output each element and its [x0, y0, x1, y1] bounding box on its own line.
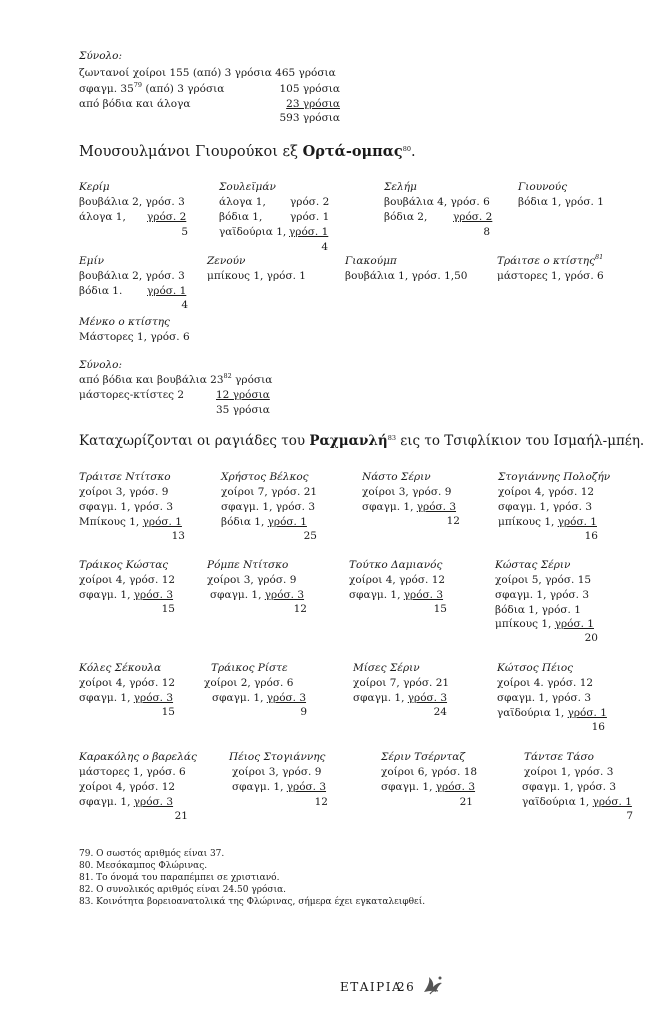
entry-name: Χρήστος Βέλκος [221, 471, 309, 483]
section-heading-2: Καταχωρίζονται οι ραγιάδες του Ραχμανλή$^{83}$ εις το Τσιφλίκιον του Ισμαήλ-μπέη. [79, 433, 645, 449]
entry-line: Μάστορες 1, γρόσ. 6 [79, 331, 190, 343]
footer-journal-name: ΕΤΑΙΡΙΑ [340, 980, 403, 994]
summary-value: 105 γρόσια [279, 83, 340, 95]
entry-total: 12 [446, 515, 460, 527]
entry-line: χοίροι 2, γρόσ. 6 [204, 677, 294, 689]
entry-line: χοίροι 3, γρόσ. 9 [232, 766, 322, 778]
entry-line: χοίροι 4, γρόσ. 12 [349, 574, 446, 586]
entry-name: Σελήμ [384, 181, 417, 193]
entry-line: βουβάλια 2, γρόσ. 3 [79, 270, 185, 282]
entry-total: 24 [433, 706, 447, 718]
entry-name: Ρόμπε Ντίτσκο [207, 559, 289, 571]
entry-line: άλογα 1, [219, 196, 266, 208]
entry-line: γρόσ. 2 [453, 211, 493, 223]
summary-line: ζωντανοί χοίροι 155 (από) 3 γρόσια 465 γρόσια [79, 67, 336, 79]
entry-line: γρόσ. 2 [290, 196, 330, 208]
entry-line: χοίροι 6, γρόσ. 18 [381, 766, 478, 778]
entry-name: Κερίμ [79, 181, 110, 193]
summary-line: από βόδια και άλογα [79, 98, 191, 110]
footnote: 80. Μεσόκαμπος Φλώρινας. [79, 861, 208, 871]
entry-total: 9 [300, 706, 307, 718]
entry-line: σφαγμ. 1, γρόσ. 3 [495, 589, 590, 601]
summary-line: μάστορες-κτίστες 2 [79, 389, 185, 401]
entry-line: βουβάλια 2, γρόσ. 3 [79, 196, 185, 208]
entry-total: 12 [314, 796, 328, 808]
entry-line: χοίροι 4, γρόσ. 12 [498, 486, 595, 498]
footnote: 83. Κοινότητα βορειοανατολικά της Φλώρινας, σήμερα έχει εγκαταλειφθεί. [79, 897, 426, 907]
entry-name: Τούτκο Δαμιανός [349, 559, 443, 571]
entry-line: χοίροι 4, γρόσ. 12 [79, 574, 176, 586]
entry-line: άλογα 1, [79, 211, 126, 223]
entry-line: γρόσ. 1 [289, 226, 329, 238]
entry-total: 7 [626, 810, 633, 822]
entry-line: σφαγμ. 1, γρόσ. 3 [349, 589, 444, 601]
entry-total: 16 [591, 721, 605, 733]
entry-line: σφαγμ. 1, γρόσ. 3 [79, 589, 174, 601]
entry-line: χοίροι 3, γρόσ. 9 [207, 574, 297, 586]
entry-line: βόδια 1, γρόσ. 1 [221, 516, 307, 528]
entry-total: 12 [293, 603, 307, 615]
entry-name: Τράικος Κώστας [79, 559, 169, 571]
entry-total: 4 [181, 299, 188, 311]
entry-line: σφαγμ. 1, γρόσ. 3 [221, 501, 316, 513]
entry-line: γρόσ. 1 [290, 211, 330, 223]
entry-total: 4 [321, 241, 328, 253]
entry-line: χοίροι 4, γρόσ. 12 [79, 677, 176, 689]
footnote: 81. Το όνομά του παραπέμπει σε χριστιανό. [79, 873, 280, 883]
entry-line: γρόσ. 2 [147, 211, 187, 223]
summary-total: 35 γρόσια [216, 404, 270, 416]
entry-line: γαϊδούρια 1, γρόσ. 1 [522, 796, 632, 808]
entry-line: βόδια 1, γρόσ. 1 [495, 604, 581, 616]
summary-line: από βόδια και βουβάλια $23^{82}$ γρόσια [79, 372, 273, 386]
footnotes [79, 848, 425, 908]
entry-name: Πέιος Στογιάννης [229, 751, 326, 763]
entry-line: βόδια 1, γρόσ. 1 [518, 196, 604, 208]
entry-total: 25 [303, 530, 317, 542]
entry-line: σφαγμ. 1, γρόσ. 3 [353, 692, 448, 704]
entry-name: Κόλες Σέκουλα [79, 662, 162, 674]
entry-name: Τάντσε Τάσο [524, 751, 595, 763]
entry-name: Σουλεϊμάν [219, 181, 276, 193]
entry-total: 8 [483, 226, 490, 238]
entry-line: γαϊδούρια 1, [219, 226, 287, 238]
entry-line: σφαγμ. 1, γρόσ. 3 [381, 781, 476, 793]
entry-line: σφαγμ. 1, γρόσ. 3 [522, 781, 617, 793]
entry-line: σφαγμ. 1, γρόσ. 3 [79, 692, 174, 704]
entry-name: Εμίν [79, 255, 104, 267]
entry-line: σφαγμ. 1, γρόσ. 3 [362, 501, 457, 513]
entry-name: Γιακούμπ [345, 255, 397, 267]
ornament-icon [420, 972, 446, 1002]
entry-name: Ζενούν [207, 255, 246, 267]
entry-line: χοίροι 7, γρόσ. 21 [353, 677, 450, 689]
entry-total: 5 [181, 226, 188, 238]
entry-line: μάστορες 1, γρόσ. 6 [79, 766, 186, 778]
entry-line: μάστορες 1, γρόσ. 6 [497, 270, 604, 282]
entry-line: μπίκους 1, γρόσ. 1 [498, 516, 597, 528]
entry-name: Τράικος Ρίστε [211, 662, 288, 674]
entry-name: Γιουνούς [518, 181, 568, 193]
entry-total: 15 [161, 706, 175, 718]
entry-name: Σέριν Τσέρνταζ [381, 751, 466, 763]
entry-line: χοίροι 4, γρόσ. 12 [79, 781, 176, 793]
entry-total: 20 [584, 632, 598, 644]
entry-line: χοίροι 4. γρόσ. 12 [497, 677, 594, 689]
summary-total: 593 γρόσια [279, 112, 340, 124]
entry-total: 16 [584, 530, 598, 542]
summary-title: Σύνολο: [79, 50, 123, 62]
entry-line: βουβάλια 1, γρόσ. 1,50 [345, 270, 468, 282]
entry-line: χοίροι 5, γρόσ. 15 [495, 574, 592, 586]
page-number: 26 [397, 980, 416, 994]
entry-line: γρόσ. 1 [147, 285, 187, 297]
footnote: 79. Ο σωστός αριθμός είναι 37. [79, 849, 225, 859]
summary-value: 12 γρόσια [216, 389, 270, 401]
summary-title: Σύνολο: [79, 359, 123, 371]
entry-line: χοίροι 1, γρόσ. 3 [524, 766, 614, 778]
entry-name: Κώτσος Πέιος [497, 662, 574, 674]
entry-line: σφαγμ. 1, γρόσ. 3 [232, 781, 327, 793]
footnote: 82. Ο συνολικός αριθμός είναι 24.50 γρόσια. [79, 885, 287, 895]
entry-name: Μένκο ο κτίστης [79, 316, 170, 328]
entry-line: σφαγμ. 1, γρόσ. 3 [497, 692, 592, 704]
entry-line: χοίροι 3, γρόσ. 9 [362, 486, 452, 498]
entry-name: Κώστας Σέριν [495, 559, 571, 571]
entry-line: βόδια 1, [219, 211, 263, 223]
entry-name: Νάστο Σέριν [362, 471, 431, 483]
entry-line: σφαγμ. 1, γρόσ. 3 [79, 796, 174, 808]
entry-line: βόδια 1. [79, 285, 123, 297]
entry-line: σφαγμ. 1, γρόσ. 3 [498, 501, 593, 513]
section-heading-1: Μουσουλμάνοι Γιουρούκοι εξ Ορτά-ομπας$^{80}$. [79, 143, 416, 160]
entry-line: σφαγμ. 1, γρόσ. 3 [79, 501, 174, 513]
entry-name: Τράιτσε Ντίτσκο [79, 471, 171, 483]
entry-name: Στογιάννης Πολοζήν [498, 471, 611, 483]
entry-line: χοίροι 7, γρόσ. 21 [221, 486, 318, 498]
entry-line: γαϊδούρια 1, γρόσ. 1 [497, 707, 607, 719]
entry-name: Μίσες Σέριν [353, 662, 420, 674]
entry-total: 15 [433, 603, 447, 615]
entry-total: 21 [459, 796, 473, 808]
entry-total: 13 [171, 530, 185, 542]
summary-value: 23 γρόσια [286, 98, 340, 110]
entry-total: 15 [161, 603, 175, 615]
entry-name: Τράιτσε ο κτίστης$^{81}$ [497, 253, 604, 267]
entry-line: βόδια 2, [384, 211, 428, 223]
summary-line: σφαγμ. $35^{79}$ (από) 3 γρόσια [79, 81, 225, 95]
entry-line: μπίκους 1, γρόσ. 1 [207, 270, 306, 282]
entry-name: Καρακόλης ο βαρελάς [79, 751, 197, 763]
entry-line: χοίροι 3, γρόσ. 9 [79, 486, 169, 498]
entry-line: Μπίκους 1, γρόσ. 1 [79, 516, 182, 528]
entry-line: σφαγμ. 1, γρόσ. 3 [210, 589, 305, 601]
entry-line: μπίκους 1, γρόσ. 1 [495, 618, 594, 630]
entry-total: 21 [174, 810, 188, 822]
entry-line: σφαγμ. 1, γρόσ. 3 [212, 692, 307, 704]
entry-line: βουβάλια 4, γρόσ. 6 [384, 196, 490, 208]
